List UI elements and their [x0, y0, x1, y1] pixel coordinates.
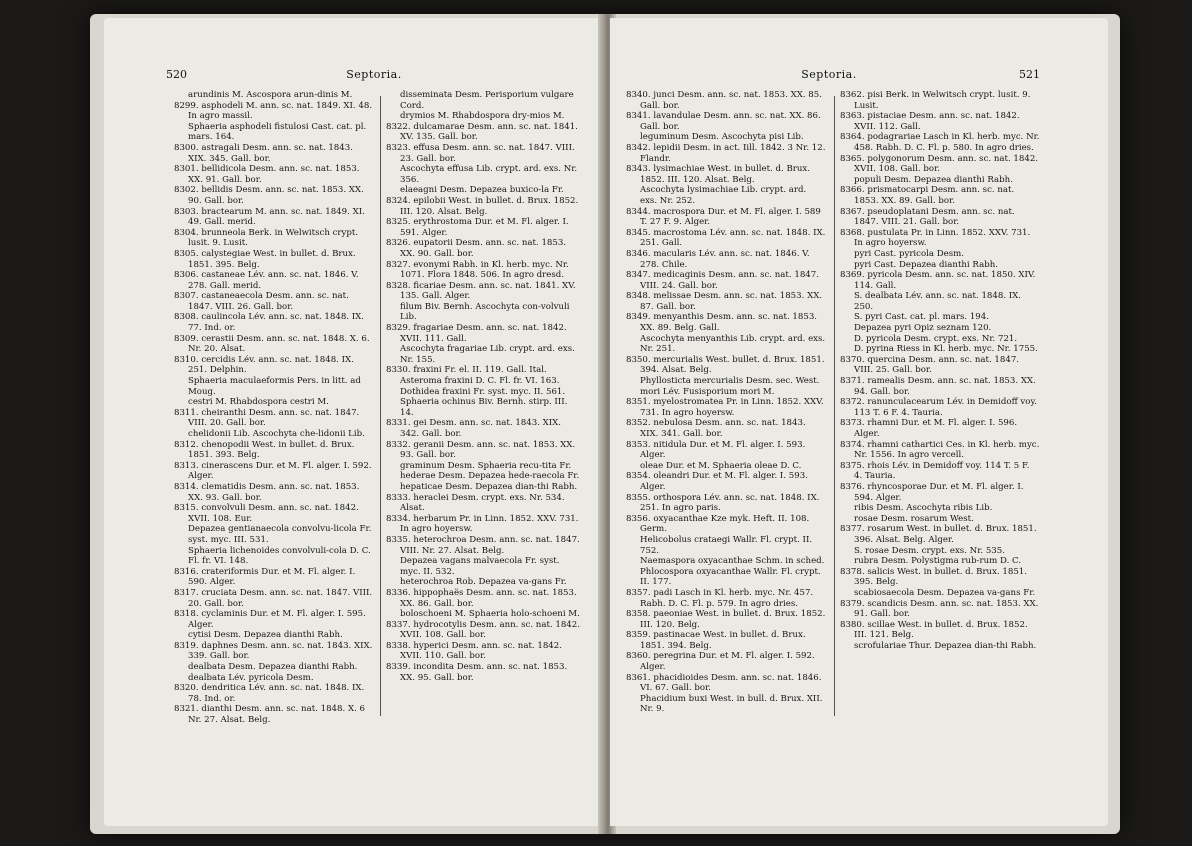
catalog-entry: populi Desm. Depazea dianthi Rabh.	[854, 174, 1013, 185]
catalog-entry: 8318. cyclaminis Dur. et M. Fl. alger. I. 595. Alger.	[174, 609, 366, 630]
catalog-entry: Phlocospora oxyacanthae Wallr. Fl. crypt. II. 177.	[640, 566, 821, 588]
catalog-entry: 8371. ramealis Desm. ann. sc. nat. 1853. XX. 94. Gall. bor.	[840, 376, 1036, 397]
catalog-entry: elaeagni Desm. Depazea buxico-la Fr.	[400, 185, 564, 196]
left-page-header	[104, 68, 604, 88]
catalog-entry: Sphaeria lichenoides convolvuli-cola D. C. Fl. fr. VI. 148.	[188, 545, 371, 567]
catalog-entry: drymios M. Rhabdospora dry-mios M.	[400, 111, 565, 122]
catalog-entry: 8324. epilobii West. in bullet. d. Brux. 1852. III. 120. Alsat. Belg.	[386, 195, 579, 217]
left-page	[104, 18, 604, 826]
right-column-2	[840, 90, 1040, 651]
catalog-entry: hederae Desm. Depazea hede-raecola Fr.	[400, 471, 580, 482]
catalog-entry: 8353. nitidula Dur. et M. Fl. alger. I. 593. Alger.	[626, 439, 806, 461]
catalog-entry: Sphaeria asphodeli fistulosi Cast. cat. pl. mars. 164.	[188, 121, 367, 143]
catalog-entry: Phacidium buxi West. in bull. d. Brux. XII. Nr. 9.	[640, 693, 823, 715]
catalog-entry: heterochroa Rob. Depazea va-gans Fr.	[400, 577, 567, 588]
catalog-entry: 8351. myelostromatea Pr. in Linn. 1852. XXV. 731. In agro hoyersw.	[626, 397, 824, 418]
catalog-entry: Sphaeria maculaeformis Pers. in litt. ad Moug.	[188, 376, 361, 397]
catalog-entry: 8361. phacidioides Desm. ann. sc. nat. 1846. VI. 67. Gall. bor.	[626, 672, 822, 694]
catalog-entry: filum Biv. Bernh. Ascochyta con-volvuli Lib.	[400, 301, 570, 323]
catalog-entry: 8304. brunneola Berk. in Welwitsch crypt. lusit. 9. Lusit.	[174, 227, 359, 249]
catalog-entry: Depazea vagans malvaecola Fr. syst. myc. II. 532.	[400, 556, 560, 577]
catalog-entry: 8328. ficariae Desm. ann. sc. nat. 1841. XV. 135. Gall. Alger.	[386, 280, 576, 302]
catalog-entry: 8377. rosarum West. in bullet. d. Brux. 1851. 396. Alsat. Belg. Alger.	[840, 524, 1037, 545]
catalog-entry: cestri M. Rhabdospora cestri M.	[188, 397, 329, 408]
catalog-entry: 8358. paeoniae West. in bullet. d. Brux. 1852. III. 120. Belg.	[626, 609, 826, 630]
catalog-entry: S. dealbata Lév. ann. sc. nat. 1848. IX. 250.	[854, 291, 1022, 312]
catalog-entry: S. pyri Cast. cat. pl. mars. 194.	[854, 312, 989, 323]
catalog-entry: 8376. rhyncosporae Dur. et M. Fl. alger. I. 594. Alger.	[840, 481, 1024, 503]
catalog-entry: 8331. gei Desm. ann. sc. nat. 1843. XIX. 342. Gall. bor.	[386, 418, 562, 439]
catalog-entry: 8332. geranii Desm. ann. sc. nat. 1853. XX. 93. Gall. bor.	[386, 439, 576, 461]
catalog-entry: 8374. rhamni cathartici Ces. in Kl. herb. myc. Nr. 1556. In agro vercell.	[840, 439, 1040, 461]
catalog-entry: 8308. caulincola Lév. ann. sc. nat. 1848. IX. 77. Ind. or.	[174, 312, 365, 334]
catalog-entry: 8315. convolvuli Desm. ann. sc. nat. 1842. XVII. 108. Eur.	[174, 503, 359, 524]
catalog-entry: 8322. dulcamarae Desm. ann. sc. nat. 1841. XV. 135. Gall. bor.	[386, 121, 578, 143]
catalog-entry: pyri Cast. pyricola Desm.	[854, 248, 965, 259]
catalog-entry: 8378. salicis West. in bullet. d. Brux. 1851. 395. Belg.	[840, 566, 1027, 588]
catalog-entry: 8335. heterochroa Desm. ann. sc. nat. 1847. VIII. Nr. 27. Alsat. Belg.	[386, 534, 580, 556]
catalog-entry: 8343. lysimachiae West. in bullet. d. Brux. 1852. III. 120. Alsat. Belg.	[626, 164, 811, 185]
right-column-rule	[834, 96, 835, 716]
catalog-entry: 8350. mercurialis West. bullet. d. Brux. 1851. 394. Alsat. Belg.	[626, 354, 825, 376]
catalog-entry: 8300. astragali Desm. ann. sc. nat. 1843. XIX. 345. Gall. bor.	[174, 142, 353, 164]
catalog-entry: 8326. eupatorii Desm. ann. sc. nat. 1853. XX. 90. Gall. bor.	[386, 238, 567, 259]
catalog-entry: 8333. heraclei Desm. crypt. exs. Nr. 534. Alsat.	[386, 492, 565, 514]
catalog-entry: 8356. oxyacanthae Kze myk. Heft. II. 108. Germ.	[626, 513, 810, 535]
catalog-entry: 8373. rhamni Dur. et M. Fl. alger. I. 596. Alger.	[840, 418, 1018, 439]
catalog-entry: 8355. orthospora Lév. ann. sc. nat. 1848. IX. 251. In agro paris.	[626, 492, 820, 514]
catalog-entry: Naemaspora oxyacanthae Schm. in sched.	[640, 556, 825, 567]
catalog-entry: 8339. incondita Desm. ann. sc. nat. 1853. XX. 95. Gall. bor.	[386, 662, 568, 683]
catalog-entry: 8334. herbarum Pr. in Linn. 1852. XXV. 731. In agro hoyersw.	[386, 513, 579, 535]
catalog-entry: 8380. scillae West. in bullet. d. Brux. 1852. III. 121. Belg.	[840, 619, 1028, 641]
catalog-entry: 8338. hyperici Desm. ann. sc. nat. 1842. XVII. 110. Gall. bor.	[386, 640, 562, 662]
catalog-entry: 8364. podagrariae Lasch in Kl. herb. myc. Nr. 458. Rabh. D. C. Fl. p. 580. In agro dries.	[840, 132, 1040, 153]
catalog-entry: 8365. polygonorum Desm. ann. sc. nat. 1842. XVII. 108. Gall. bor.	[840, 153, 1039, 175]
catalog-entry: 8345. macrostoma Lév. ann. sc. nat. 1848. IX. 251. Gall.	[626, 227, 826, 249]
catalog-entry: 8372. ranunculacearum Lév. in Demidoff voy. 113 T. 6 F. 4. Tauria.	[840, 397, 1037, 418]
catalog-entry: 8354. oleandri Dur. et M. Fl. alger. I. 593. Alger.	[626, 471, 808, 492]
catalog-entry: disseminata Desm. Perisporium vulgare Cord.	[400, 90, 574, 111]
catalog-entry: 8316. crateriformis Dur. et M. Fl. alger. I. 590. Alger.	[174, 566, 356, 588]
catalog-entry: 8303. bractearum M. ann. sc. nat. 1849. XI. 49. Gall. merid.	[174, 206, 365, 228]
catalog-entry: mori Lév. Fusisporium mori M.	[640, 386, 775, 397]
open-book	[90, 14, 1120, 834]
catalog-entry: 8299. asphodeli M. ann. sc. nat. 1849. XI. 48. In agro massil.	[174, 100, 373, 122]
catalog-entry: 8323. effusa Desm. ann. sc. nat. 1847. VIII. 23. Gall. bor.	[386, 142, 575, 164]
right-running-title: Septoria.	[801, 68, 857, 81]
catalog-entry: 8367. pseudoplatani Desm. ann. sc. nat. 1847. VIII. 21. Gall. bor.	[840, 206, 1015, 228]
left-column-rule	[380, 96, 381, 716]
catalog-entry: chelidonii Lib. Ascochyta che-lidonii Lib.	[188, 429, 365, 439]
catalog-entry: Helicobolus crataegi Wallr. Fl. crypt. II. 752.	[640, 534, 813, 556]
catalog-entry: 8344. macrospora Dur. et M. Fl. alger. I. 589 T. 27 F. 9. Alger.	[626, 206, 821, 228]
catalog-entry: D. pyrina Riess in Kl. herb. myc. Nr. 1755.	[854, 344, 1038, 355]
catalog-entry: 8321. dianthi Desm. ann. sc. nat. 1848. X. 6 Nr. 27. Alsat. Belg.	[174, 704, 366, 726]
catalog-entry: 8337. hydrocotylis Desm. ann. sc. nat. 1842. XVII. 108. Gall. bor.	[386, 619, 580, 641]
catalog-entry: Ascochyta effusa Lib. crypt. ard. exs. Nr. 356.	[400, 164, 578, 185]
catalog-entry: 8349. menyanthis Desm. ann. sc. nat. 1853. XX. 89. Belg. Gall.	[626, 312, 818, 334]
catalog-entry: Depazea pyri Opiz seznam 120.	[854, 323, 992, 334]
catalog-entry: rubra Desm. Polystigma rub-rum D. C.	[854, 556, 1022, 567]
catalog-entry: 8307. castaneaecola Desm. ann. sc. nat. 1847. VIII. 26. Gall. bor.	[174, 291, 349, 312]
catalog-entry: 8309. cerastii Desm. ann. sc. nat. 1848. X. 6. Nr. 20. Alsat.	[174, 333, 370, 355]
catalog-entry: S. rosae Desm. crypt. exs. Nr. 535.	[854, 545, 1005, 556]
catalog-entry: dealbata Lév. pyricola Desm.	[188, 672, 314, 683]
catalog-entry: 8325. erythrostoma Dur. et M. Fl. alger. I. 591. Alger.	[386, 217, 569, 238]
catalog-entry: 8336. hippophaës Desm. ann. sc. nat. 1853. XX. 86. Gall. bor.	[386, 587, 577, 609]
catalog-entry: Asteroma fraxini D. C. Fl. fr. VI. 163.	[400, 376, 560, 387]
catalog-entry: graminum Desm. Sphaeria recu-tita Fr.	[400, 460, 572, 471]
catalog-entry: 8362. pisi Berk. in Welwitsch crypt. lusit. 9. Lusit.	[840, 90, 1031, 111]
catalog-entry: D. pyricola Desm. crypt. exs. Nr. 721.	[854, 333, 1018, 344]
catalog-entry: 8302. bellidis Desm. ann. sc. nat. 1853. XX. 90. Gall. bor.	[174, 185, 364, 206]
catalog-entry: Depazea gentianaecola convolvu-licola Fr. syst. myc. III. 531.	[188, 524, 372, 545]
catalog-entry: 8375. rhois Lév. in Demidoff voy. 114 T. 5 F. 4. Tauria.	[840, 460, 1030, 482]
catalog-entry: arundinis M. Ascospora arun-dinis M.	[188, 90, 353, 100]
left-column-2	[386, 90, 582, 683]
catalog-entry: 8313. cinerascens Dur. et M. Fl. alger. I. 592. Alger.	[174, 460, 372, 482]
catalog-entry: 8311. cheiranthi Desm. ann. sc. nat. 1847. VIII. 20. Gall. bor.	[174, 407, 360, 429]
catalog-entry: 8301. bellidicola Desm. ann. sc. nat. 1853. XX. 91. Gall. bor.	[174, 164, 360, 185]
catalog-entry: ribis Desm. Ascochyta ribis Lib.	[854, 503, 993, 514]
right-column-1	[626, 90, 826, 715]
catalog-entry: 8342. lepidii Desm. in act. Iill. 1842. 3 Nr. 12. Flandr.	[626, 142, 826, 164]
catalog-entry: rosae Desm. rosarum West.	[854, 513, 974, 524]
catalog-entry: Sphaeria ochinus Biv. Bernh. stirp. III. 14.	[400, 397, 568, 418]
catalog-entry: oleae Dur. et M. Sphaeria oleae D. C.	[640, 460, 802, 471]
catalog-entry: 8341. lavandulae Desm. ann. sc. nat. XX. 86. Gall. bor.	[626, 111, 821, 132]
catalog-entry: 8310. cercidis Lév. ann. sc. nat. 1848. IX. 251. Delphin.	[174, 354, 354, 376]
catalog-entry: 8320. dendritica Lév. ann. sc. nat. 1848. IX. 78. Ind. or.	[174, 683, 365, 704]
catalog-entry: 8348. melissae Desm. ann. sc. nat. 1853. XX. 87. Gall. bor.	[626, 291, 823, 312]
catalog-entry: 8370. quercina Desm. ann. sc. nat. 1847. VIII. 25. Gall. bor.	[840, 354, 1020, 376]
left-running-title: Septoria.	[346, 68, 402, 81]
catalog-entry: 8363. pistaciae Desm. ann. sc. nat. 1842. XVII. 112. Gall.	[840, 111, 1020, 132]
catalog-entry: Dothidea fraxini Fr. syst. myc. II. 561.	[400, 386, 566, 397]
catalog-entry: scabiosaecola Desm. Depazea va-gans Fr.	[854, 587, 1036, 598]
catalog-entry: 8327. evonymi Rabh. in Kl. herb. myc. Nr. 1071. Flora 1848. 506. In agro dresd.	[386, 259, 569, 281]
catalog-entry: 8312. chenopodii West. in bullet. d. Brux. 1851. 393. Belg.	[174, 439, 355, 461]
catalog-entry: 8379. scandicis Desm. ann. sc. nat. 1853. XX. 91. Gall. bor.	[840, 598, 1039, 620]
left-page-number: 520	[166, 68, 187, 81]
catalog-entry: 8330. fraxini Fr. el. II. 119. Gall. Ital.	[386, 365, 547, 376]
catalog-entry: 8319. daphnes Desm. ann. sc. nat. 1843. XIX. 339. Gall. bor.	[174, 640, 373, 662]
right-page-header	[610, 68, 1108, 88]
catalog-entry: scrofulariae Thur. Depazea dian-thi Rabh.	[854, 640, 1037, 651]
catalog-entry: 8368. pustulata Pr. in Linn. 1852. XXV. 731. In agro hoyersw.	[840, 227, 1031, 249]
catalog-entry: 8347. medicaginis Desm. ann. sc. nat. 1847. VIII. 24. Gall. bor.	[626, 270, 819, 291]
catalog-entry: 8359. pastinacae West. in bullet. d. Brux. 1851. 394. Belg.	[626, 630, 806, 651]
catalog-entry: 8352. nebulosa Desm. ann. sc. nat. 1843. XIX. 341. Gall. bor.	[626, 418, 806, 439]
left-column-1	[174, 90, 374, 726]
catalog-entry: 8317. cruciata Desm. ann. sc. nat. 1847. VIII. 20. Gall. bor.	[174, 587, 373, 609]
catalog-entry: pyri Cast. Depazea dianthi Rabh.	[854, 259, 998, 270]
right-page-number: 521	[1019, 68, 1040, 81]
catalog-entry: cytisi Desm. Depazea dianthi Rabh.	[188, 630, 343, 641]
catalog-entry: Phyllosticta mercurialis Desm. sec. West.	[640, 376, 820, 387]
catalog-entry: Ascochyta menyanthis Lib. crypt. ard. exs. Nr. 251.	[640, 333, 826, 355]
right-page	[610, 18, 1108, 826]
catalog-entry: Ascochyta fragariae Lib. crypt. ard. exs. Nr. 155.	[400, 344, 575, 365]
catalog-entry: 8346. macularis Lév. ann. sc. nat. 1846. V. 278. Chile.	[626, 248, 810, 270]
catalog-entry: 8314. clematidis Desm. ann. sc. nat. 1853. XX. 93. Gall. bor.	[174, 481, 360, 503]
catalog-entry: 8360. peregrina Dur. et M. Fl. alger. I. 592. Alger.	[626, 651, 815, 673]
catalog-entry: 8369. pyricola Desm. ann. sc. nat. 1850. XIV. 114. Gall.	[840, 270, 1036, 291]
catalog-entry: 8366. prismatocarpi Desm. ann. sc. nat. 1853. XX. 89. Gall. bor.	[840, 185, 1015, 206]
catalog-entry: boloschoeni M. Sphaeria holo-schoeni M.	[400, 609, 580, 620]
catalog-entry: hepaticae Desm. Depazea dian-thi Rabh.	[400, 481, 578, 492]
catalog-entry: 8357. padi Lasch in Kl. herb. myc. Nr. 457. Rabh. D. C. Fl. p. 579. In agro dries.	[626, 587, 814, 609]
catalog-entry: dealbata Desm. Depazea dianthi Rabh.	[188, 662, 358, 673]
catalog-entry: Ascochyta lysimachiae Lib. crypt. ard. exs. Nr. 252.	[640, 185, 807, 206]
catalog-entry: 8340. junci Desm. ann. sc. nat. 1853. XX. 85. Gall. bor.	[626, 90, 822, 111]
catalog-entry: leguminum Desm. Ascochyta pisi Lib.	[640, 132, 804, 143]
catalog-entry: 8305. calystegiae West. in bullet. d. Brux. 1851. 395. Belg.	[174, 248, 356, 270]
catalog-entry: 8306. castaneae Lév. ann. sc. nat. 1846. V. 278. Gall. merid.	[174, 270, 359, 291]
catalog-entry: 8329. fragariae Desm. ann. sc. nat. 1842. XVII. 111. Gall.	[386, 323, 567, 344]
